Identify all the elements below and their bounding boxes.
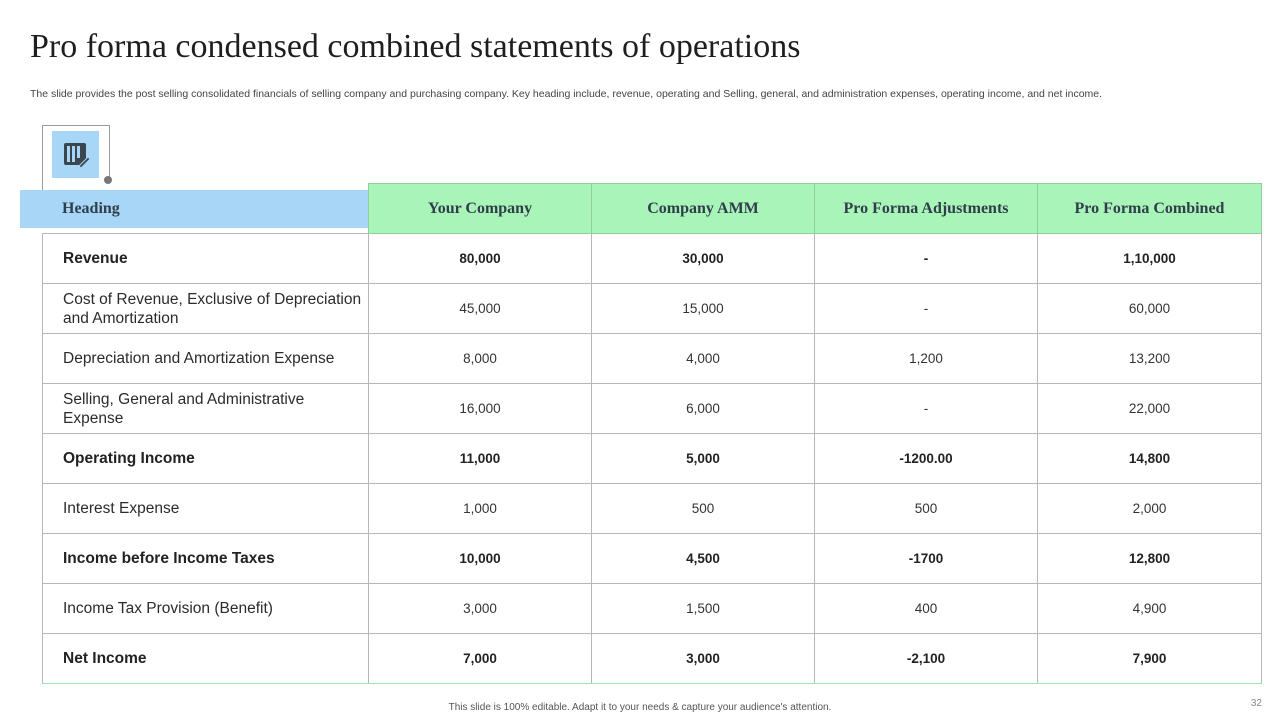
table-cell: 1,10,000 xyxy=(1038,234,1262,284)
table-cell: - xyxy=(815,384,1038,434)
row-label: Income before Income Taxes xyxy=(43,534,369,584)
table-cell: -1200.00 xyxy=(815,434,1038,484)
heading-label: Heading xyxy=(62,200,120,217)
column-header: Pro Forma Adjustments xyxy=(815,184,1038,234)
table-row xyxy=(43,284,1262,334)
table-cell: 4,900 xyxy=(1038,584,1262,634)
row-label: Depreciation and Amortization Expense xyxy=(43,334,369,384)
financial-table xyxy=(42,183,1262,684)
calculator-icon xyxy=(52,131,99,178)
table-row xyxy=(43,234,1262,284)
table-cell: 12,800 xyxy=(1038,534,1262,584)
table-cell: 5,000 xyxy=(592,434,815,484)
table-cell: 22,000 xyxy=(1038,384,1262,434)
slide-title: Pro forma condensed combined statements of operations xyxy=(30,28,801,65)
table-row xyxy=(43,584,1262,634)
table-cell: 4,500 xyxy=(592,534,815,584)
table-cell: 3,000 xyxy=(369,584,592,634)
table-cell: 7,000 xyxy=(369,634,592,684)
row-label: Operating Income xyxy=(43,434,369,484)
table-cell: - xyxy=(815,284,1038,334)
table-cell: 10,000 xyxy=(369,534,592,584)
table-row xyxy=(43,534,1262,584)
page-number: 32 xyxy=(1250,698,1262,709)
table-cell: 13,200 xyxy=(1038,334,1262,384)
table-row xyxy=(43,384,1262,434)
column-header: Pro Forma Combined xyxy=(1038,184,1262,234)
table-cell: 6,000 xyxy=(592,384,815,434)
slide-subtitle: The slide provides the post selling consolidated financials of selling company and purchasing company. Key heading include, revenue, operating and Selling, general, and administration expenses, operating income, and net income. xyxy=(30,88,1103,100)
row-label: Selling, General and Administrative Expense xyxy=(43,384,369,434)
row-label: Income Tax Provision (Benefit) xyxy=(43,584,369,634)
table-cell: 80,000 xyxy=(369,234,592,284)
table-cell: 3,000 xyxy=(592,634,815,684)
row-label: Net Income xyxy=(43,634,369,684)
table-cell: 4,000 xyxy=(592,334,815,384)
table-row xyxy=(43,484,1262,534)
table-cell: 7,900 xyxy=(1038,634,1262,684)
footer-note: This slide is 100% editable. Adapt it to your needs & capture your audience's attention. xyxy=(448,702,832,713)
table-cell: 14,800 xyxy=(1038,434,1262,484)
table-row xyxy=(43,334,1262,384)
table-cell: -1700 xyxy=(815,534,1038,584)
column-header: Company AMM xyxy=(592,184,815,234)
column-header: Your Company xyxy=(369,184,592,234)
table-cell: 45,000 xyxy=(369,284,592,334)
table-cell: 1,000 xyxy=(369,484,592,534)
table-cell: 16,000 xyxy=(369,384,592,434)
table-cell: 2,000 xyxy=(1038,484,1262,534)
table-cell: 30,000 xyxy=(592,234,815,284)
row-label: Revenue xyxy=(43,234,369,284)
table-row xyxy=(43,634,1262,684)
table-cell: - xyxy=(815,234,1038,284)
table-cell: 15,000 xyxy=(592,284,815,334)
table-cell: -2,100 xyxy=(815,634,1038,684)
row-label: Interest Expense xyxy=(43,484,369,534)
table-cell: 1,500 xyxy=(592,584,815,634)
table-cell: 8,000 xyxy=(369,334,592,384)
table-cell: 500 xyxy=(592,484,815,534)
table-cell: 60,000 xyxy=(1038,284,1262,334)
table-cell: 400 xyxy=(815,584,1038,634)
heading-column-header xyxy=(20,190,368,228)
table-cell: 500 xyxy=(815,484,1038,534)
row-label: Cost of Revenue, Exclusive of Depreciation and Amortization xyxy=(43,284,369,334)
table-cell: 1,200 xyxy=(815,334,1038,384)
table-cell: 11,000 xyxy=(369,434,592,484)
table-row xyxy=(43,434,1262,484)
